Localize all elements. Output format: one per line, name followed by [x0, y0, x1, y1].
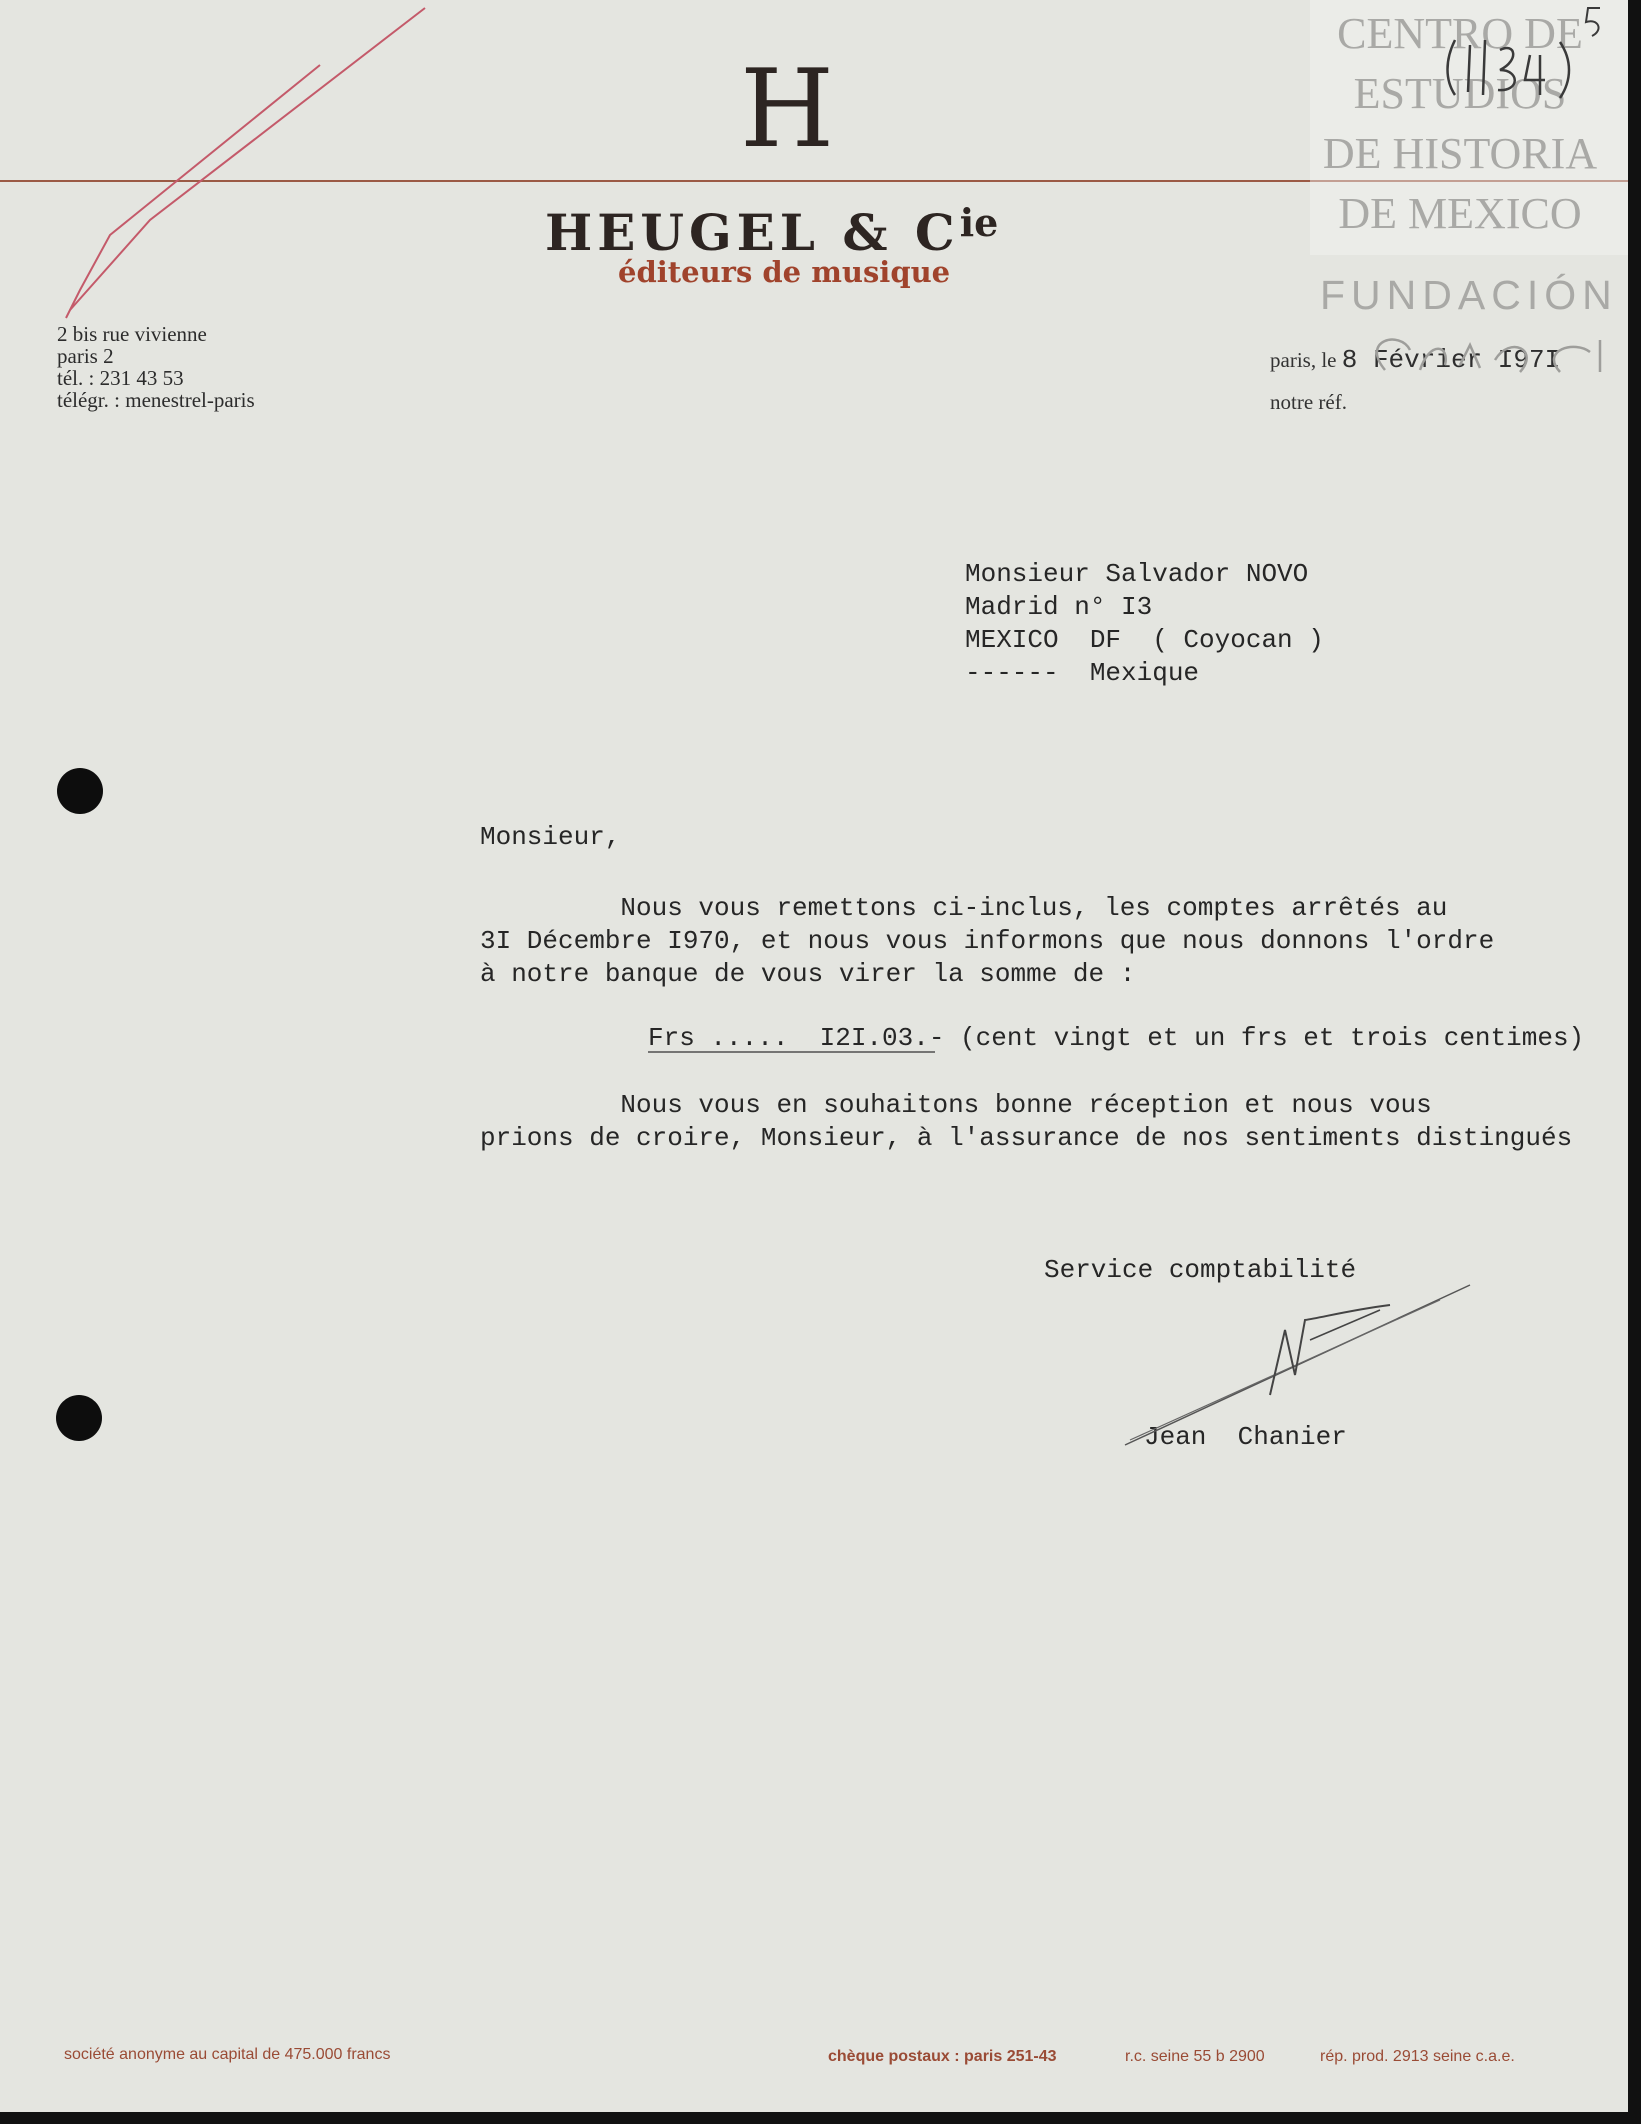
footer-rc: r.c. seine 55 b 2900: [1125, 2048, 1265, 2065]
signatory-name: Jean Chanier: [1144, 1422, 1347, 1452]
recipient-line: ------ Mexique: [965, 658, 1200, 688]
stamp-line: CENTRO DE: [1337, 9, 1583, 58]
footer-cheque: chèque postaux : paris 251-43: [828, 2048, 1057, 2065]
body-paragraph-2: Nous vous en souhaitons bonne réception et nous vous prions de croire, Monsieur, à l'assurance de nos sentiments distingués: [480, 1090, 1573, 1153]
body-paragraph-1: Nous vous remettons ci-inclus, les comptes arrêtés au 3I Décembre I970, et nous vous informons que nous donnons l'ordre à notre banque de vous virer la somme de :: [480, 893, 1495, 989]
signature: [1130, 1300, 1440, 1440]
footer-rep: rép. prod. 2913 seine c.a.e.: [1320, 2048, 1515, 2065]
salutation: Monsieur,: [480, 822, 621, 852]
recipient-line: Monsieur Salvador NOVO: [965, 559, 1309, 589]
handwritten-page-number: [1586, 8, 1600, 36]
recipient-line: MEXICO DF ( Coyocan ): [965, 625, 1324, 655]
red-pencil-stroke: [70, 8, 425, 310]
stamp-line: ESTUDIOS: [1353, 69, 1567, 118]
signature: [1310, 1310, 1380, 1340]
company-monogram: H: [740, 47, 835, 172]
footer-capital: société anonyme au capital de 475.000 francs: [64, 2046, 391, 2063]
company-name-main: HEUGEL & C: [545, 203, 960, 262]
handwritten-reference: [1448, 40, 1570, 98]
amount-line: Frs ..... I2I.03.- (cent vingt et un frs et trois centimes): [648, 1023, 1585, 1053]
address-line: 2 bis rue vivienne: [57, 322, 207, 346]
address-line: paris 2: [57, 344, 114, 368]
stamp-line: DE HISTORIA: [1322, 129, 1598, 178]
company-name-suffix: ie: [959, 200, 999, 245]
address-line: tél. : 231 43 53: [57, 366, 184, 390]
red-pencil-stroke: [66, 65, 320, 318]
reference-label: notre réf.: [1270, 390, 1347, 414]
address-line: télégr. : menestrel-paris: [57, 388, 255, 412]
recipient-line: Madrid n° I3: [965, 592, 1153, 622]
date-prefix: paris, le: [1270, 348, 1337, 372]
signoff-department: Service comptabilité: [1044, 1255, 1357, 1285]
company-subtitle: éditeurs de musique: [618, 255, 951, 289]
stamp-signature: [1377, 340, 1600, 372]
stamp-foundation: FUNDACIÓN: [1320, 272, 1618, 318]
stamp-line: DE MEXICO: [1338, 189, 1582, 238]
date-value: 8 Février I97I: [1341, 345, 1561, 375]
